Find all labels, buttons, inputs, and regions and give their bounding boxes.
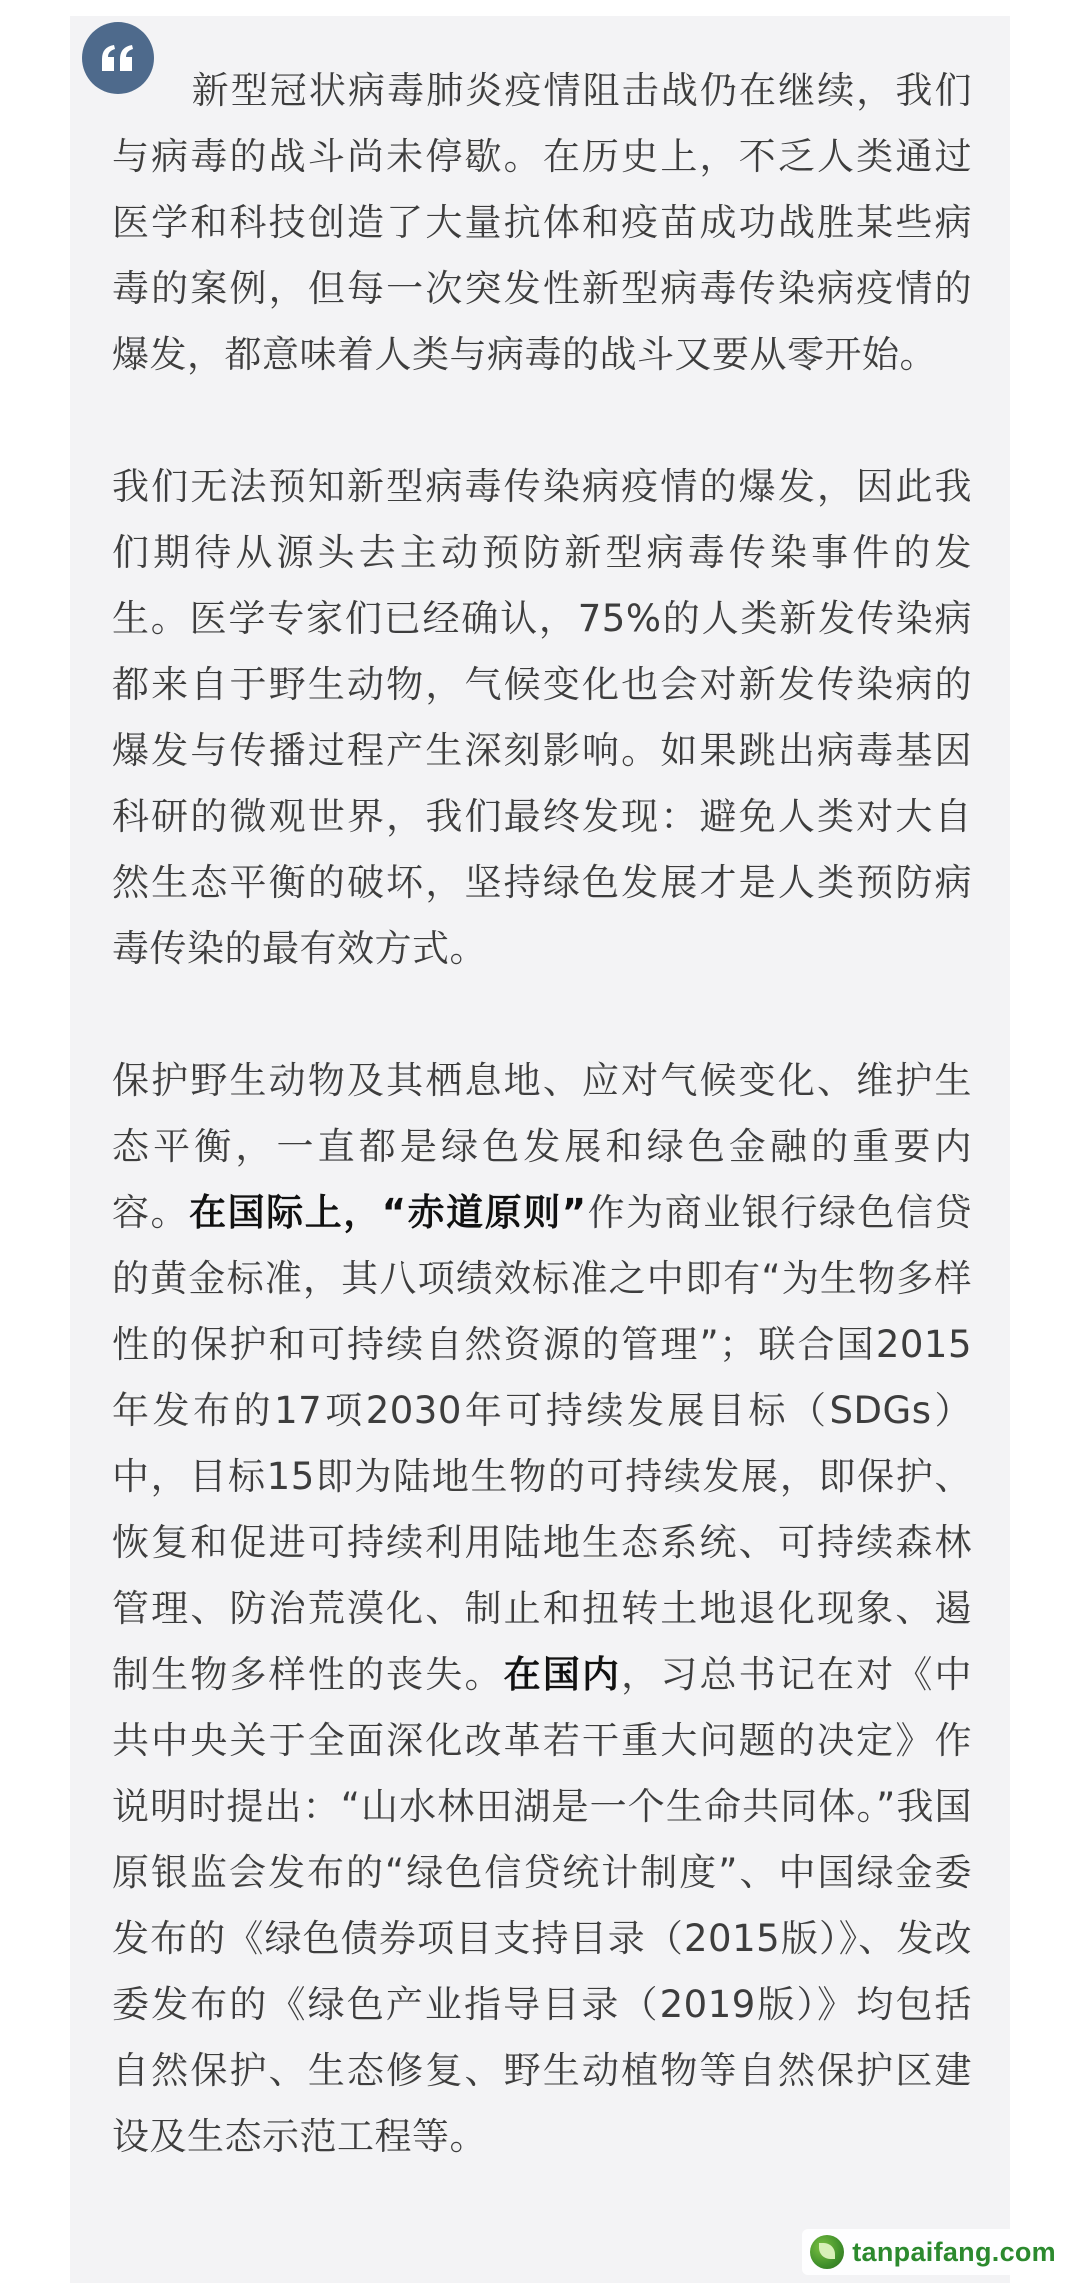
bold-international: 在国际上，“赤道原则” [189,1191,587,1234]
paragraph-green-finance-part-2: 作为商业银行绿色信贷的黄金标准，其八项绩效标准之中即有“为生物多样性的保护和可持续自然资源的管理”；联合国2015年发布的17项2030年可持续发展目标（SDGs）中，目标15即为陆地生物的可持续发展，即保护、恢复和促进可持续利用陆地生态系统、可持续森林管理、防治荒漠化、制止和扭转土地退化现象、遏制生物多样性的丧失。 [112,1191,972,1696]
paragraph-prevention: 我们无法预知新型病毒传染病疫情的爆发，因此我们期待从源头去主动预防新型病毒传染事件的发生。医学专家们已经确认，75%的人类新发传染病都来自于野生动物，气候变化也会对新发传染病的爆发与传播过程产生深刻影响。如果跳出病毒基因科研的微观世界，我们最终发现：避免人类对大自然生态平衡的破坏，坚持绿色发展才是人类预防病毒传染的最有效方式。 [112,465,972,970]
site-watermark [802,2229,1066,2275]
paragraph-green-finance [112,1048,972,2170]
paragraph-green-finance-part-1: 保护野生动物及其栖息地、应对气候变化、维护生态平衡，一直都是绿色发展和绿色金融的重要内容。 [112,1059,972,1234]
article-body [112,58,972,2170]
paragraph-intro [112,58,972,388]
paragraph-green-finance-part-3: ，习总书记在对《中共中央关于全面深化改革若干重大问题的决定》作说明时提出：“山水林田湖是一个生命共同体。”我国原银监会发布的“绿色信贷统计制度”、中国绿金委发布的《绿色债券项目支持目录（2015版）》、发改委发布的《绿色产业指导目录（2019版）》均包括自然保护、生态修复、野生动植物等自然保护区建设及生态示范工程等。 [112,1653,973,2158]
leaf-globe-icon [810,2235,844,2269]
bold-domestic: 在国内 [503,1653,622,1696]
watermark-text: tanpaifang.com [852,2236,1056,2267]
paragraph-intro-text: 新型冠状病毒肺炎疫情阻击战仍在继续，我们与病毒的战斗尚未停歇。在历史上，不乏人类通过医学和科技创造了大量抗体和疫苗成功战胜某些病毒的案例，但每一次突发性新型病毒传染病疫情的爆发，都意味着人类与病毒的战斗又要从零开始。 [112,69,972,376]
